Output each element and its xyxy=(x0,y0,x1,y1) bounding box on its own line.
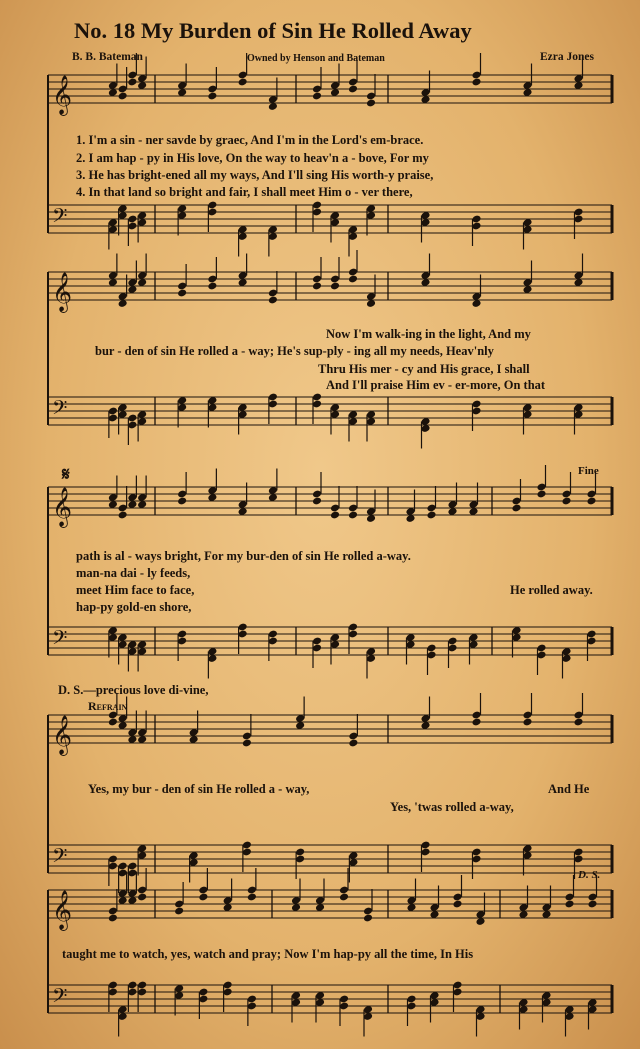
note-head xyxy=(348,739,358,748)
note-head xyxy=(238,78,248,87)
note-head xyxy=(330,282,340,291)
note-head xyxy=(564,900,574,909)
note-head xyxy=(511,504,521,513)
note-head xyxy=(118,92,128,101)
segno-icon: 𝄋 xyxy=(62,464,70,485)
verse-1-line: 1. I'm a sin - ner savde by graec, And I'm in the Lord's em-brace. xyxy=(76,133,424,147)
note-head xyxy=(247,893,257,902)
verse-4-line: And I'll praise Him ev - er-more, On that xyxy=(326,378,546,392)
note-head xyxy=(471,78,481,87)
note-head xyxy=(348,275,358,284)
verse-1-line: Now I'm walk-ing in the light, And my xyxy=(326,327,531,341)
note-head xyxy=(339,893,349,902)
verse-2-line: bur - den of sin He rolled a - way; He's sup-ply - ing all my needs, Heav'nly xyxy=(95,344,494,358)
ds-marking: D. S. xyxy=(578,869,601,881)
note-head xyxy=(312,282,322,291)
fine-marking: Fine xyxy=(578,465,599,477)
note-head xyxy=(207,282,217,291)
note-head xyxy=(174,907,184,916)
note-head xyxy=(587,900,597,909)
note-head xyxy=(118,511,128,520)
note-head xyxy=(426,511,436,520)
note-head xyxy=(312,92,322,101)
verse-3-line: meet Him face to face, xyxy=(76,583,195,597)
bass-clef-icon: 𝄢 xyxy=(52,844,68,872)
bass-clef-icon: 𝄢 xyxy=(52,984,68,1012)
note-head xyxy=(536,490,546,499)
verse-2-line: man-na dai - ly feeds, xyxy=(76,566,191,580)
copyright-credit: Owned by Henson and Bateman xyxy=(247,53,385,64)
bass-clef-icon: 𝄢 xyxy=(52,204,68,232)
echo-lyric: He rolled away. xyxy=(510,583,593,597)
note-head xyxy=(177,497,187,506)
composer-credit: Ezra Jones xyxy=(540,51,594,63)
note-head xyxy=(242,739,252,748)
treble-clef-icon: 𝄞 xyxy=(52,272,73,312)
note-head xyxy=(452,900,462,909)
note-head xyxy=(330,511,340,520)
refrain-label: Refrain xyxy=(88,699,128,713)
note-head xyxy=(586,497,596,506)
note-head xyxy=(471,718,481,727)
refrain-lyric-line: Yes, my bur - den of sin He rolled a - way, xyxy=(88,782,310,796)
verse-3-line: 3. He has bright-ened all my ways, And I'll sing His worth-y praise, xyxy=(76,168,434,182)
bass-clef-icon: 𝄢 xyxy=(52,396,68,424)
note-head xyxy=(268,296,278,305)
treble-clef-icon: 𝄞 xyxy=(52,487,73,527)
final-lyric-line: taught me to watch, yes, watch and pray; Now I'm hap-py all the time, In His xyxy=(62,947,474,961)
note-head xyxy=(198,893,208,902)
verse-1-line: path is al - ways bright, For my bur-den of sin He rolled a-way. xyxy=(76,549,411,563)
ds-lyric-line: D. S.—precious love di-vine, xyxy=(58,683,209,697)
verse-2-line: 2. I am hap - py in His love, On the way to heav'n a - bove, For my xyxy=(76,151,429,165)
note-head xyxy=(363,914,373,923)
treble-clef-icon: 𝄞 xyxy=(52,75,73,115)
verse-4-line: 4. In that land so bright and fair, I shall meet Him o - ver there, xyxy=(76,185,413,199)
note-head xyxy=(312,497,322,506)
note-head xyxy=(348,511,358,520)
note-head xyxy=(137,893,147,902)
note-head xyxy=(108,914,118,923)
note-head xyxy=(207,92,217,101)
lyricist-credit: B. B. Bateman xyxy=(72,51,143,63)
note-head xyxy=(127,78,137,87)
note-head xyxy=(108,718,118,727)
note-head xyxy=(177,289,187,298)
verse-4-line: hap-py gold-en shore, xyxy=(76,600,192,614)
treble-clef-icon: 𝄞 xyxy=(52,715,73,755)
bass-clef-icon: 𝄢 xyxy=(52,626,68,654)
note-head xyxy=(348,85,358,94)
note-head xyxy=(573,718,583,727)
note-head xyxy=(561,497,571,506)
note-head xyxy=(522,718,532,727)
refrain-lyric-end: And He xyxy=(548,782,590,796)
treble-clef-icon: 𝄞 xyxy=(52,890,73,930)
hymn-title: No. 18 My Burden of Sin He Rolled Away xyxy=(74,18,472,43)
echo-lyric: Yes, 'twas rolled a-way, xyxy=(390,800,514,814)
note-head xyxy=(366,99,376,108)
verse-3-line: Thru His mer - cy and His grace, I shall xyxy=(318,362,530,376)
